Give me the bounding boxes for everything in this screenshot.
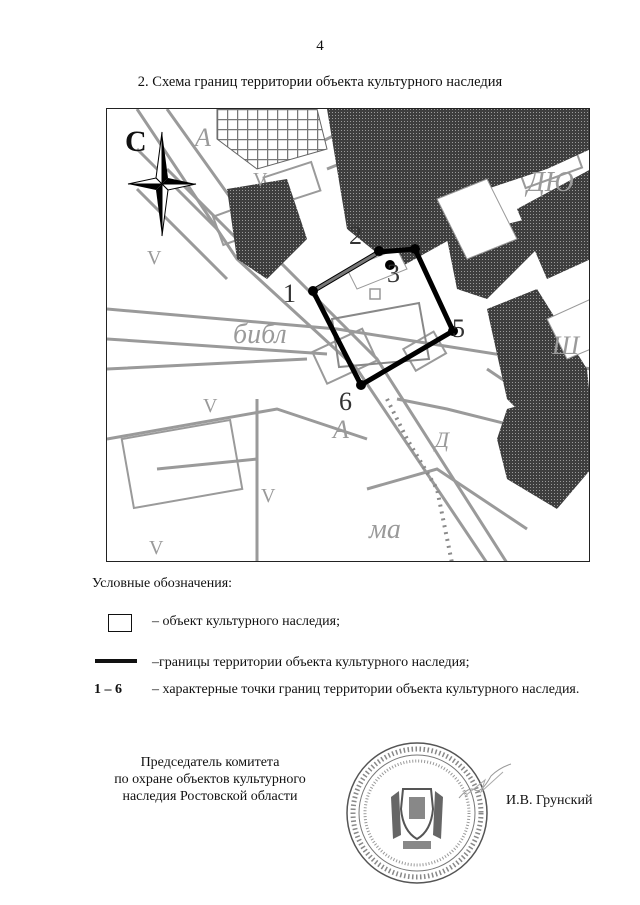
north-letter: С xyxy=(125,125,147,158)
street-label-bibl: библ xyxy=(233,319,287,350)
block-letter-a2: А xyxy=(333,415,349,444)
legend-boundary-symbol xyxy=(95,659,137,663)
street-label-ma: ма xyxy=(369,514,401,545)
point-label-3: 3 xyxy=(387,259,400,288)
legend-points-label: – характерные точки границ территории объекта культурного наследия. xyxy=(152,682,580,697)
block-letter-d: Д xyxy=(435,427,449,452)
block-letter-v4: V xyxy=(149,537,164,559)
point-label-5: 5 xyxy=(452,314,465,343)
scheme-title: 2. Схема границ территории объекта культурного наследия xyxy=(137,74,503,90)
signer-role xyxy=(80,754,340,805)
scheme-map xyxy=(106,108,590,562)
signer-role-line3: наследия Ростовской области xyxy=(122,789,298,804)
street-label-dyu: ДЮ xyxy=(527,167,574,198)
legend-object-symbol xyxy=(108,614,132,632)
signer-name: И.В. Грунский xyxy=(506,793,593,808)
point-label-2: 2 xyxy=(349,221,362,250)
legend-boundary-label: –границы территории объекта культурного наследия; xyxy=(152,655,470,670)
legend-object-label: – объект культурного наследия; xyxy=(152,614,340,629)
block-letter-v2: V xyxy=(203,395,218,417)
point-label-1: 1 xyxy=(283,279,296,308)
legend-points-symbol: 1 – 6 xyxy=(94,682,122,697)
page-number: 4 xyxy=(316,38,324,54)
signer-role-line1: Председатель комитета xyxy=(140,755,280,770)
point-label-6: 6 xyxy=(339,387,352,416)
block-letter-v1: V xyxy=(147,247,162,269)
legend-title: Условные обозначения: xyxy=(92,576,233,591)
signer-role-line2: по охране объектов культурного xyxy=(114,772,306,787)
street-label-sh: Ш xyxy=(552,331,580,360)
block-letter-v3: V xyxy=(261,485,276,507)
map-drawing xyxy=(107,109,590,562)
block-letter-a1: А xyxy=(195,123,211,152)
block-letter-v5: V xyxy=(253,169,268,191)
seal-emblem-icon xyxy=(391,789,443,849)
